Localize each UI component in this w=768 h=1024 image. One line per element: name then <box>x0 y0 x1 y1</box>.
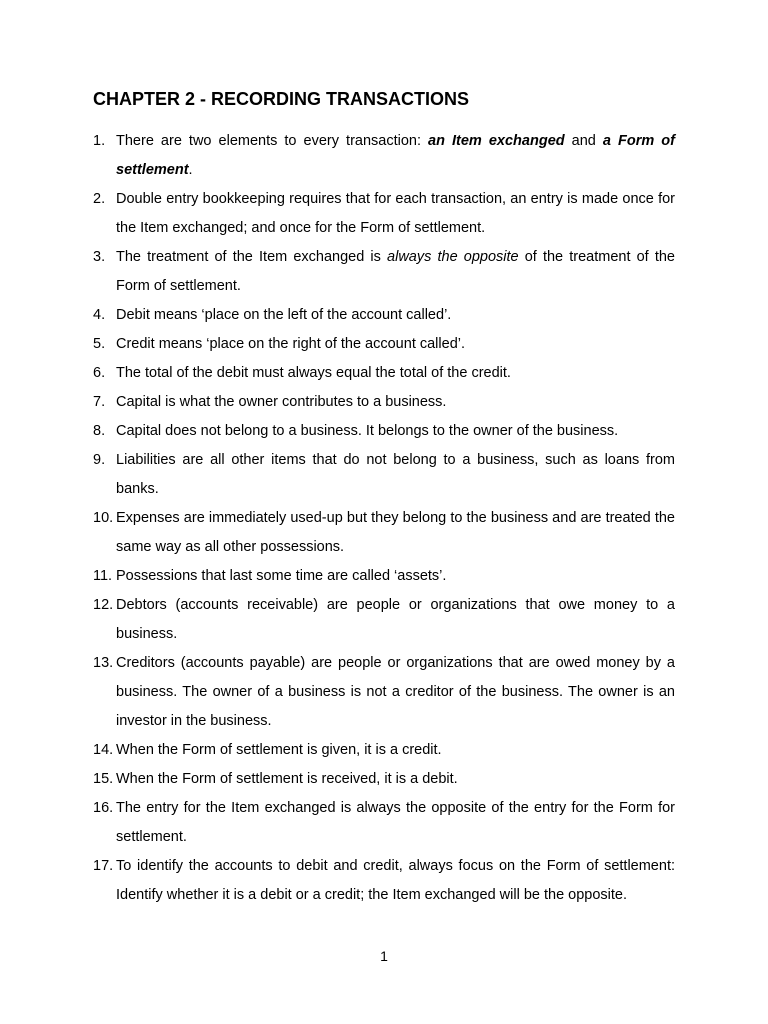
list-item <box>93 301 675 330</box>
text-run: The treatment of the Item exchanged is <box>116 249 388 265</box>
list-item-text <box>116 771 458 787</box>
list-item-text <box>116 858 675 903</box>
list-item-text <box>116 800 675 845</box>
list-item-text <box>116 568 446 584</box>
list-item-text <box>116 452 675 497</box>
list-item-number: 5. <box>93 336 106 352</box>
list-item-number: 2. <box>93 191 106 207</box>
list-item-text <box>116 394 446 410</box>
list-item <box>93 794 675 852</box>
emphasized-text: an Item exchanged <box>428 133 565 149</box>
list-item <box>93 649 675 736</box>
list-item <box>93 359 675 388</box>
text-run: There are two elements to every transaction: <box>116 133 429 149</box>
text-run: . <box>188 162 193 178</box>
chapter-title: CHAPTER 2 - RECORDING TRANSACTIONS <box>93 89 470 109</box>
list-item-number: 3. <box>93 249 106 265</box>
list-item-number: 12. <box>93 597 114 613</box>
transaction-rules-list <box>93 127 675 910</box>
text-run: and <box>564 133 603 149</box>
list-item-text <box>116 133 675 178</box>
text-run: Credit means ‘place on the right of the account called’. <box>116 336 466 352</box>
list-item <box>93 127 675 185</box>
list-item-number: 16. <box>93 800 114 816</box>
list-item-number: 14. <box>93 742 114 758</box>
text-run: Debtors (accounts receivable) are people or organizations that owe money to a business. <box>116 597 675 642</box>
list-item-number: 17. <box>93 858 114 874</box>
text-run: Debit means ‘place on the left of the account called’. <box>116 307 452 323</box>
list-item-number: 11. <box>93 568 113 584</box>
list-item <box>93 388 675 417</box>
text-run: Double entry bookkeeping requires that for each transaction, an entry is made once for the Item exchanged; and once for the Form of settlement. <box>116 191 675 236</box>
list-item <box>93 736 675 765</box>
list-item-text <box>116 336 465 352</box>
list-item <box>93 330 675 359</box>
list-item-text <box>116 191 675 236</box>
list-item-text <box>116 249 675 294</box>
list-item <box>93 765 675 794</box>
list-item-number: 6. <box>93 365 106 381</box>
text-run: The total of the debit must always equal the total of the credit. <box>116 365 511 381</box>
list-item-number: 1. <box>93 133 106 149</box>
list-item-number: 9. <box>93 452 106 468</box>
list-item-text <box>116 365 511 381</box>
list-item <box>93 446 675 504</box>
list-item <box>93 562 675 591</box>
list-item <box>93 417 675 446</box>
list-item-number: 10. <box>93 510 114 526</box>
list-item-text <box>116 423 618 439</box>
list-item <box>93 852 675 910</box>
list-item-text <box>116 307 451 323</box>
text-run: Creditors (accounts payable) are people or organizations that are owed money by a business. The owner of a business is not a creditor of the business. The owner is an investor in the business. <box>116 655 675 729</box>
emphasized-text: a Form of settlement <box>116 133 675 178</box>
text-run: Capital does not belong to a business. It belongs to the owner of the business. <box>116 423 619 439</box>
text-run: Liabilities are all other items that do not belong to a business, such as loans from banks. <box>116 452 675 497</box>
text-run: Possessions that last some time are called ‘assets’. <box>116 568 447 584</box>
page-number: 1 <box>380 948 388 964</box>
list-item <box>93 243 675 301</box>
list-item-text <box>116 597 675 642</box>
text-run: The entry for the Item exchanged is always the opposite of the entry for the Form for settlement. <box>116 800 675 845</box>
text-run: To identify the accounts to debit and credit, always focus on the Form of settlement: Identify whether it is a debit or a credit; the Item exchanged will be the opposite. <box>116 858 675 903</box>
list-item-number: 8. <box>93 423 106 439</box>
list-item-number: 13. <box>93 655 114 671</box>
text-run: Capital is what the owner contributes to a business. <box>116 394 447 410</box>
emphasized-text: always the opposite <box>387 249 519 265</box>
text-run: When the Form of settlement is received, it is a debit. <box>116 771 458 787</box>
text-run: Expenses are immediately used-up but they belong to the business and are treated the same way as all other possessions. <box>116 510 675 555</box>
list-item-text <box>116 510 675 555</box>
text-run: When the Form of settlement is given, it is a credit. <box>116 742 442 758</box>
list-item <box>93 591 675 649</box>
list-item <box>93 504 675 562</box>
list-item-number: 15. <box>93 771 114 787</box>
list-item-text <box>116 742 442 758</box>
list-item-number: 4. <box>93 307 106 323</box>
list-item-text <box>116 655 675 729</box>
list-item <box>93 185 675 243</box>
text-run: of the treatment of the Form of settlement. <box>116 249 675 294</box>
list-item-number: 7. <box>93 394 106 410</box>
